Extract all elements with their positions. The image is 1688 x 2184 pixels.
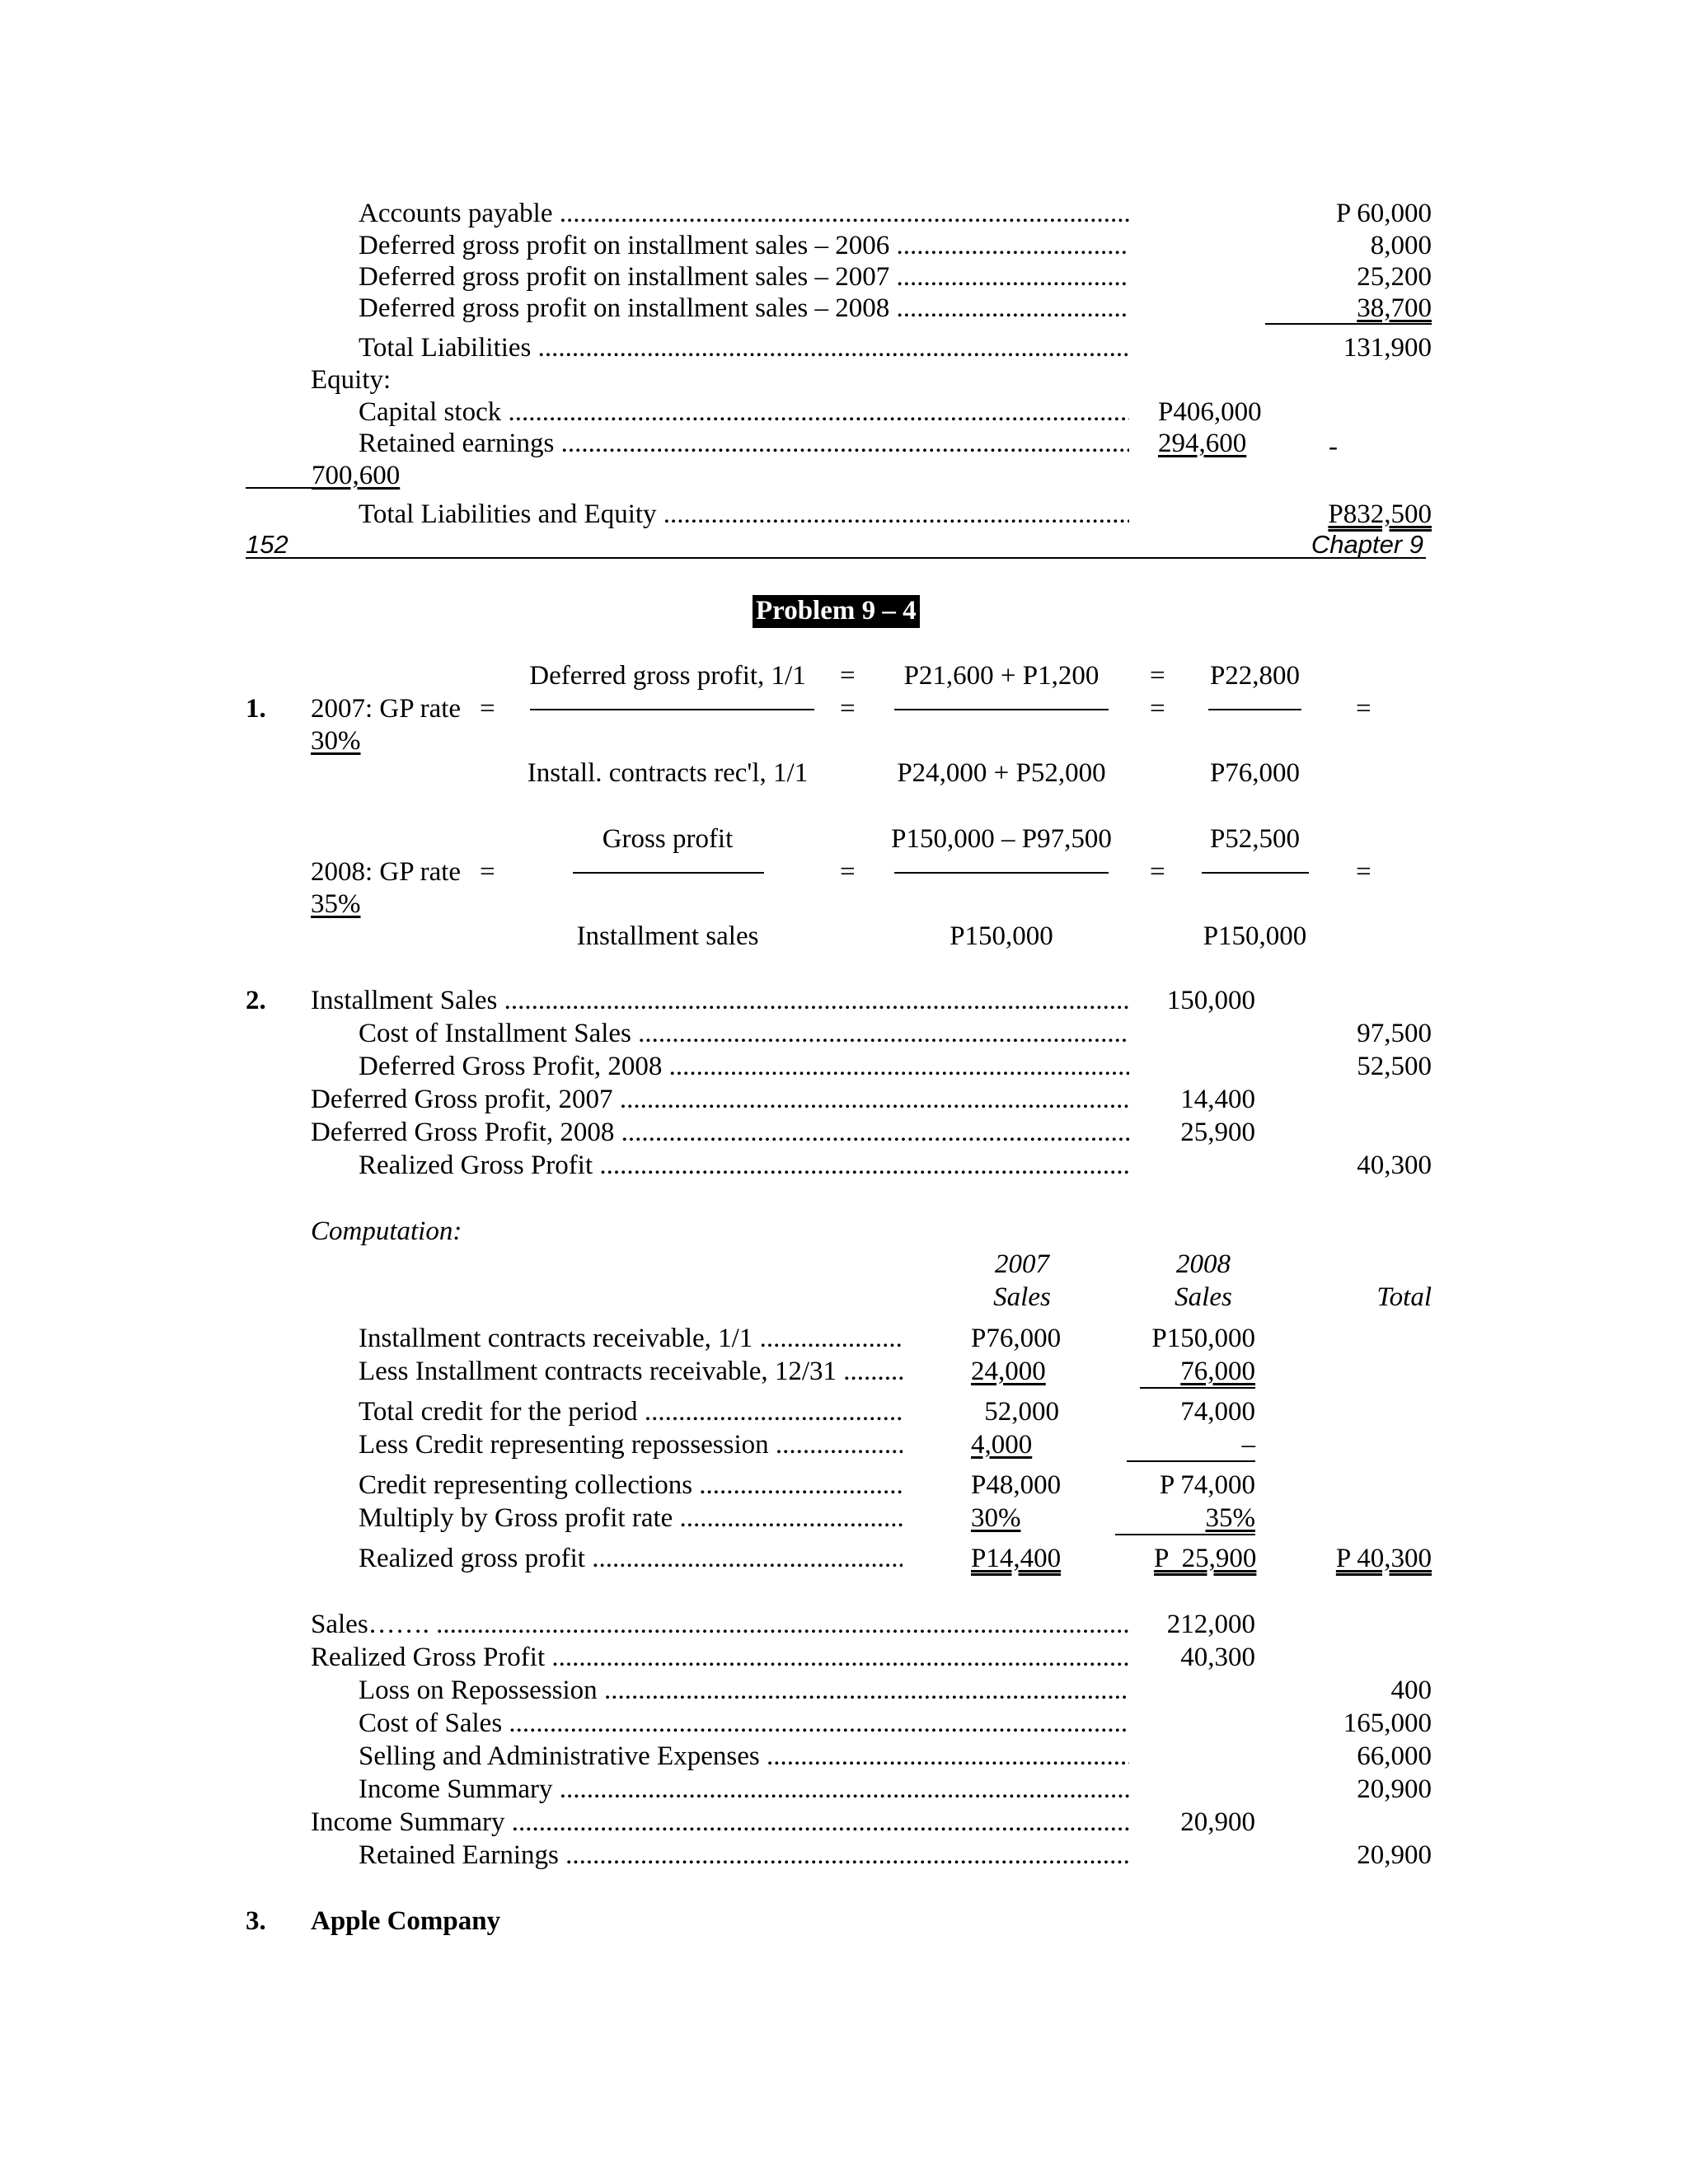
gp2008-rate: 35% [311, 889, 361, 919]
entry-debit: 25,900 [1180, 1118, 1255, 1147]
fraction-bar [1202, 872, 1309, 874]
computation-2008-value: 74,000 [1180, 1397, 1255, 1427]
capital-stock-label: Capital stock ..... [359, 399, 1129, 426]
computation-row-label: Installment contracts receivable, 1/1 ..... [359, 1325, 903, 1352]
entry-credit: 165,000 [1343, 1708, 1432, 1738]
underline-rule [246, 487, 312, 489]
entry-label: Deferred Gross Profit, 2008 ..... [311, 1119, 1129, 1146]
underline-rule [1140, 1387, 1255, 1389]
entry-debit: 20,900 [1180, 1807, 1255, 1837]
gp2008-numerator-desc: Gross profit [602, 824, 734, 854]
equals-sign: = [840, 694, 856, 724]
equals-sign: = [1150, 857, 1165, 887]
computation-2008-value: – [1241, 1430, 1255, 1460]
computation-total-value: P 40,300 [1335, 1544, 1432, 1573]
equity-total-amount: 700,600 [312, 461, 401, 490]
equals-sign: = [480, 857, 495, 887]
computation-row-label: Less Installment contracts receivable, 12/31 ..... [359, 1358, 903, 1385]
retained-earnings-label: Retained earnings ..... [359, 430, 1129, 457]
computation-2007-value: 30% [971, 1503, 1021, 1533]
computation-row-label: Realized gross profit ..... [359, 1545, 903, 1572]
underline-rule [1115, 1534, 1255, 1535]
total-liabilities-equity-label: Total Liabilities and Equity ..... [359, 501, 1129, 528]
entry-label: Realized Gross Profit ..... [359, 1152, 1129, 1179]
liability-label: Deferred gross profit on installment sales – 2006 ..... [359, 232, 1129, 260]
liability-label: Deferred gross profit on installment sales – 2008 ..... [359, 295, 1129, 322]
gp2007-numerator-calc: P21,600 + P1,200 [903, 661, 1100, 691]
computation-row-label: Multiply by Gross profit rate ..... [359, 1505, 903, 1532]
gp2008-numerator-calc: P150,000 – P97,500 [891, 824, 1112, 854]
fraction-bar [894, 709, 1109, 710]
computation-2007-value: 52,000 [984, 1397, 1059, 1427]
entry-credit: 20,900 [1357, 1774, 1432, 1804]
entry-label: Cost of Installment Sales ..... [359, 1020, 1129, 1047]
computation-heading: Computation: [311, 1216, 462, 1246]
liability-amount: P 60,000 [1335, 199, 1432, 228]
underline-rule [1265, 323, 1432, 325]
gp2008-denominator-result: P150,000 [1203, 921, 1307, 951]
capital-stock-amount: P406,000 [1158, 397, 1262, 427]
entry-debit: 40,300 [1180, 1643, 1255, 1672]
equals-sign: = [840, 857, 856, 887]
equals-sign: = [1356, 857, 1372, 887]
entry-credit: 40,300 [1357, 1151, 1432, 1180]
col-header-sales: Sales [993, 1282, 1051, 1312]
computation-2008-value: P150,000 [1151, 1324, 1255, 1353]
entry-debit: 212,000 [1166, 1610, 1255, 1639]
liability-amount: 8,000 [1370, 231, 1432, 260]
entry-credit: 20,900 [1357, 1840, 1432, 1870]
fraction-bar [573, 872, 764, 874]
entry-label: Installment Sales ..... [311, 987, 1129, 1015]
liability-label: Accounts payable ..... [359, 200, 1129, 227]
computation-2007-value: 4,000 [971, 1430, 1033, 1460]
fraction-bar [1208, 709, 1301, 710]
gp2008-denominator-calc: P150,000 [950, 921, 1053, 951]
entry-label: Loss on Repossession ..... [359, 1677, 1129, 1704]
fraction-bar [894, 872, 1109, 874]
entry-label: Deferred Gross Profit, 2008 ..... [359, 1053, 1129, 1080]
entry-label: Income Summary ..... [311, 1809, 1129, 1836]
equals-sign: = [1150, 694, 1165, 724]
equals-sign: = [480, 694, 495, 724]
total-liabilities-amount: 131,900 [1343, 333, 1432, 363]
gp2007-numerator-result: P22,800 [1209, 661, 1301, 691]
fraction-bar [530, 709, 814, 710]
liability-amount: 38,700 [1357, 293, 1432, 323]
computation-2007-value: P76,000 [971, 1324, 1062, 1353]
entry-label: Sales……. ..... [311, 1611, 1129, 1638]
entry-debit: 150,000 [1166, 986, 1255, 1015]
liability-amount: 25,200 [1357, 262, 1432, 292]
chapter-label: Chapter 9 [1311, 530, 1423, 559]
col-header-2008: 2008 [1176, 1249, 1231, 1279]
computation-2008-value: 76,000 [1180, 1357, 1255, 1386]
total-liabilities-label: Total Liabilities ..... [359, 335, 1129, 362]
entry-credit: 52,500 [1357, 1052, 1432, 1081]
entry-credit: 66,000 [1357, 1741, 1432, 1771]
entry-credit: 400 [1390, 1675, 1432, 1705]
col-header-sales: Sales [1175, 1282, 1232, 1312]
gp2007-denominator-calc: P24,000 + P52,000 [897, 758, 1106, 788]
equals-sign: = [1150, 661, 1165, 691]
entry-label: Deferred Gross profit, 2007 ..... [311, 1086, 1129, 1113]
entry-label: Selling and Administrative Expenses ..... [359, 1743, 1129, 1770]
computation-2007-value: P14,400 [971, 1544, 1062, 1573]
col-header-2007: 2007 [995, 1249, 1049, 1279]
computation-2008-value: P 25,900 [1154, 1544, 1257, 1573]
computation-2008-value: 35% [1205, 1503, 1255, 1533]
computation-2007-value: 24,000 [971, 1357, 1046, 1386]
page-number: 152 [246, 530, 288, 559]
entry-label: Realized Gross Profit ..... [311, 1644, 1129, 1671]
col-header-total: Total [1376, 1282, 1432, 1312]
liability-label: Deferred gross profit on installment sales – 2007 ..... [359, 264, 1129, 291]
gp2008-denominator-desc: Installment sales [576, 921, 759, 951]
computation-2008-value: P 74,000 [1159, 1470, 1255, 1500]
gp2008-label: 2008: GP rate [311, 857, 462, 887]
header-rule [246, 557, 1426, 559]
equals-sign: = [1356, 694, 1372, 724]
entry-debit: 14,400 [1180, 1085, 1255, 1114]
part-number: 2. [246, 986, 266, 1015]
computation-row-label: Credit representing collections ..... [359, 1472, 903, 1499]
gp2007-denominator-result: P76,000 [1209, 758, 1301, 788]
entry-label: Income Summary ..... [359, 1776, 1129, 1803]
dash-mark: - [1329, 432, 1338, 462]
equity-heading: Equity: [311, 365, 392, 395]
company-name: Apple Company [311, 1906, 501, 1936]
entry-label: Retained Earnings ..... [359, 1842, 1129, 1869]
part-number: 3. [246, 1906, 266, 1936]
total-liabilities-equity-amount: P832,500 [1328, 499, 1432, 529]
gp2007-label: 2007: GP rate [311, 694, 462, 724]
gp2007-denominator-desc: Install. contracts rec'l, 1/1 [527, 758, 809, 788]
computation-row-label: Less Credit representing repossession ..... [359, 1432, 903, 1459]
retained-earnings-amount: 294,600 [1158, 429, 1247, 458]
equals-sign: = [840, 661, 856, 691]
problem-title: Problem 9 – 4 [753, 595, 920, 628]
gp2007-rate: 30% [311, 726, 361, 756]
underline-rule [1127, 1460, 1255, 1462]
entry-credit: 97,500 [1357, 1019, 1432, 1048]
gp2008-numerator-result: P52,500 [1209, 824, 1301, 854]
computation-row-label: Total credit for the period ..... [359, 1399, 903, 1426]
computation-2007-value: P48,000 [971, 1470, 1062, 1500]
gp2007-numerator-desc: Deferred gross profit, 1/1 [529, 661, 806, 691]
part-number: 1. [246, 694, 266, 724]
entry-label: Cost of Sales ..... [359, 1710, 1129, 1737]
